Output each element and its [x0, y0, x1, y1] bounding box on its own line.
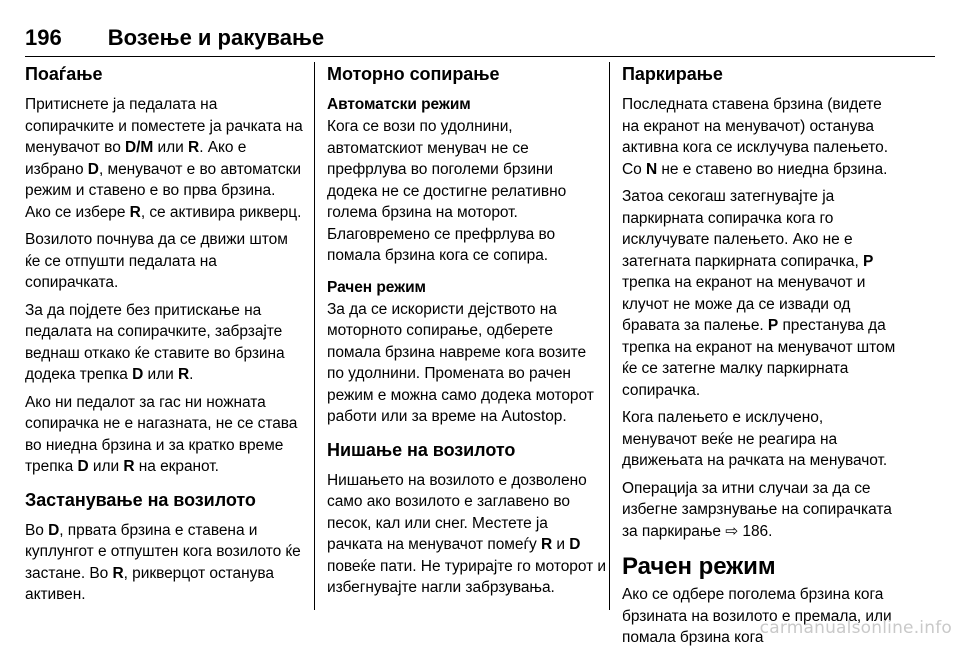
section-title-parking: Паркирање — [622, 64, 723, 84]
section-title-engine-braking: Моторно сопирање — [327, 64, 500, 84]
section-title-rocking: Нишање на возилото — [327, 439, 516, 460]
subsection-title-auto: Автоматски режим — [327, 96, 471, 113]
paragraph: Последната ставена брзина (видете на екранот на менувачот) останува активна кога се исклучува палењето. Со N не е ставено во ниедна брзина. — [622, 96, 888, 178]
paragraph: Кога се вози по удолнини, автоматскиот менувач не се префрлува во поголеми брзини додека не се достигне релативно голема брзина на моторот. Благовремено се префрлува во помала брзина кога се сопира. — [327, 118, 567, 264]
column-starting-off — [25, 62, 305, 612]
section-title-stopping: Застанување на возилото — [25, 489, 256, 510]
chapter-title: Возење и ракување — [107, 25, 325, 50]
paragraph: Притиснете ја педалата на сопирачките и поместете ја рачката на менувачот во D/M или R. Ако е избрано D, менувачот е во автоматски режим и ставено е во прва брзина. Ако се избере R, се активира рикверц. — [25, 96, 303, 221]
paragraph: За да се искористи дејството на моторното сопирање, одберете помала брзина навреме кога возите по удолнини. Промената во рачен режим е можна само додека моторот работи или за време на Autostop. — [327, 300, 594, 425]
paragraph: Операција за итни случаи за да се избегне замрзнување на сопирачката за паркирање ⇨ 186. — [622, 479, 892, 540]
page-reference-icon[interactable]: ⇨ — [725, 522, 739, 540]
paragraph: Возилото почнува да се движи штом ќе се отпушти педалата на сопирачката. — [25, 231, 288, 291]
paragraph: Ако се одбере поголема брзина кога брзината на возилото е премала, или помала брзина кога — [622, 586, 892, 646]
paragraph: За да појдете без притискање на педалата на сопирачките, забрзајте веднаш откако ќе ставите во брзина додека трепка D или R. — [25, 301, 285, 383]
column-engine-braking — [327, 62, 607, 605]
paragraph: Во D, првата брзина е ставена и куплунгот е отпуштен кога возилото ќе застане. Во R, рикверцот останува активен. — [25, 521, 301, 603]
column-divider-1 — [314, 62, 315, 610]
column-parking — [622, 62, 902, 655]
paragraph: Ако ни педалот за гас ни ножната сопирачка не е нагазната, не се става во ниедна брзина и за кратко време трепка D или R на екранот. — [25, 393, 298, 475]
watermark: carmanualsonline.info — [759, 618, 952, 638]
subsection-title-manual: Рачен режим — [327, 278, 426, 296]
page-number: 196 — [25, 25, 62, 50]
paragraph: Кога палењето е исклучено, менувачот веќе не реагира на движењата на рачката на менувачот. — [622, 409, 888, 469]
section-title-manual-mode: Рачен режим — [622, 553, 776, 580]
paragraph: Затоа секогаш затегнувајте ја паркирната сопирачка кога го исклучувате палењето. Ако не е затегната паркирната сопирачка, P трепка на екранот на менувачот и клучот не може да се извади од бравата за палење. P престанува да трепка на екранот на менувачот штом ќе се затегне малку паркирната сопирачка. — [622, 188, 896, 399]
page-reference[interactable]: 186. — [738, 522, 773, 540]
section-title-starting: Поаѓање — [25, 64, 103, 84]
page-header — [25, 25, 935, 57]
paragraph: Нишањето на возилото е дозволено само ако возилото е заглавено во песок, кал или снег. Местете ја рачката на менувачот помеѓу R и D повеќе пати. Не турирајте го моторот и избегнувајте нагли забрзувања. — [327, 471, 607, 596]
column-divider-2 — [609, 62, 610, 610]
